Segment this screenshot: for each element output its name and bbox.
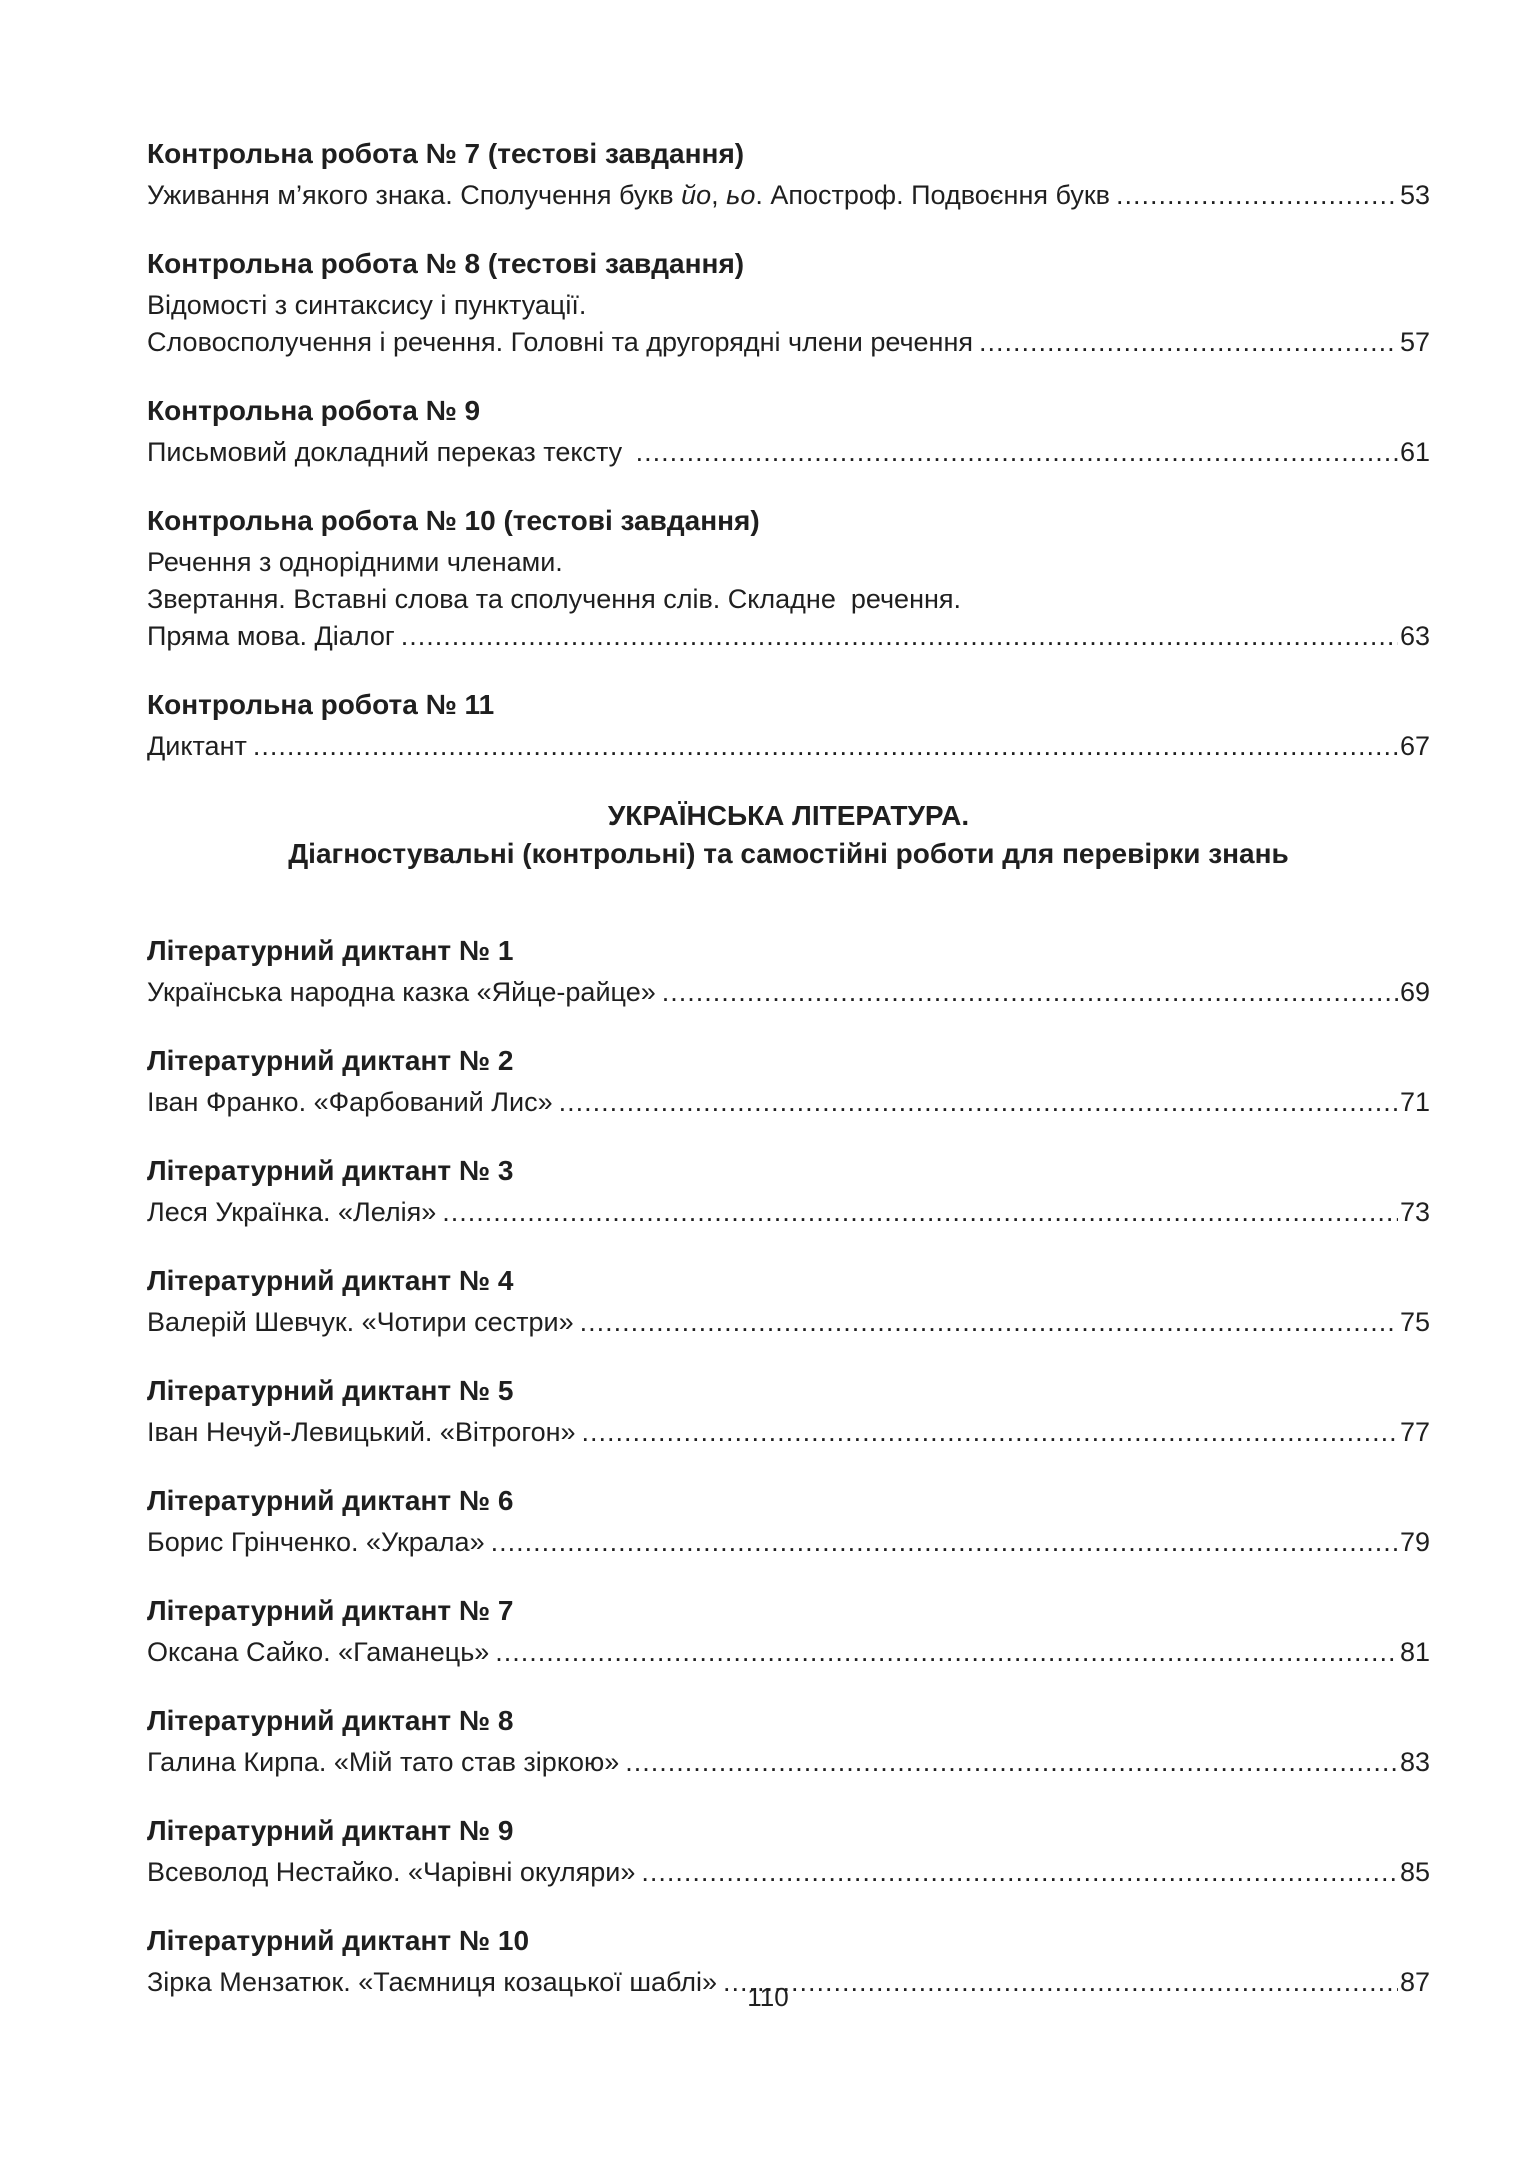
- dot-leader: [979, 324, 1398, 361]
- toc-entry-title: Літературний диктант № 10: [147, 1925, 530, 1956]
- toc-page-number: 53: [1399, 180, 1430, 210]
- table-of-contents: [147, 136, 1430, 2033]
- toc-entry-text: Словосполучення і речення. Головні та другорядні члени речення: [147, 327, 973, 357]
- toc-entry-text: Валерій Шевчук. «Чотири сестри»: [147, 1307, 574, 1337]
- toc-entry-row: [147, 1854, 1430, 1891]
- toc-page-number: 57: [1399, 327, 1430, 357]
- toc-entry-title: Літературний диктант № 4: [147, 1265, 514, 1296]
- literature-section-heading: [147, 797, 1430, 873]
- toc-entry-row: [147, 177, 1430, 214]
- dot-leader: [636, 434, 1398, 471]
- toc-entry-title: Літературний диктант № 3: [147, 1155, 514, 1186]
- toc-entry-text: Письмовий докладний переказ тексту: [147, 437, 630, 467]
- dot-leader: [491, 1524, 1398, 1561]
- literature-heading-title: УКРАЇНСЬКА ЛІТЕРАТУРА.: [607, 800, 970, 831]
- toc-entry-description: Звертання. Вставні слова та сполучення слів. Складне речення.: [147, 584, 962, 614]
- dot-leader: [641, 1854, 1398, 1891]
- dot-leader: [495, 1634, 1398, 1671]
- toc-entry-text: Іван Нечуй-Левицький. «Вітрогон»: [147, 1417, 576, 1447]
- toc-entry: [147, 1153, 1430, 1231]
- toc-entry-text: Іван Франко. «Фарбований Лис»: [147, 1087, 553, 1117]
- toc-entry-text: Галина Кирпа. «Мій тато став зіркою»: [147, 1747, 620, 1777]
- toc-entry-description: Речення з однорідними членами.: [147, 547, 563, 577]
- toc-entry-title: Контрольна робота № 9: [147, 395, 481, 426]
- toc-entry: [147, 1373, 1430, 1451]
- toc-entry: [147, 136, 1430, 214]
- toc-entry-row: [147, 1194, 1430, 1231]
- toc-entry-title: Літературний диктант № 7: [147, 1595, 514, 1626]
- dot-leader: [401, 618, 1398, 655]
- toc-entry-description: Відомості з синтаксису і пунктуації.: [147, 290, 587, 320]
- toc-entry: [147, 1593, 1430, 1671]
- toc-entry-row: [147, 324, 1430, 361]
- toc-entry: [147, 1813, 1430, 1891]
- toc-entry-title: Літературний диктант № 2: [147, 1045, 514, 1076]
- dot-leader: [442, 1194, 1398, 1231]
- toc-entry-title: Контрольна робота № 8 (тестові завдання): [147, 248, 745, 279]
- dot-leader: [662, 974, 1398, 1011]
- toc-entry: [147, 687, 1430, 765]
- toc-entry-text: Оксана Сайко. «Гаманець»: [147, 1637, 490, 1667]
- toc-entry-row: [147, 1524, 1430, 1561]
- toc-entry-row: [147, 1304, 1430, 1341]
- page-number: 110: [747, 1982, 789, 2012]
- toc-entry-title: Літературний диктант № 9: [147, 1815, 514, 1846]
- toc-page-number: 67: [1399, 731, 1430, 761]
- toc-entry-row: [147, 618, 1430, 655]
- toc-entry: [147, 1483, 1430, 1561]
- language-section: [147, 136, 1430, 765]
- dot-leader: [1116, 177, 1398, 214]
- toc-entry-title: Літературний диктант № 1: [147, 935, 514, 966]
- toc-entry: [147, 1703, 1430, 1781]
- toc-entry-row: [147, 1634, 1430, 1671]
- toc-entry: [147, 1043, 1430, 1121]
- toc-page-number: 87: [1399, 1967, 1430, 1997]
- toc-entry: [147, 393, 1430, 471]
- toc-entry-text: Диктант: [147, 731, 247, 761]
- toc-entry-title: Контрольна робота № 7 (тестові завдання): [147, 138, 745, 169]
- toc-entry-row: [147, 1084, 1430, 1121]
- toc-entry: [147, 1263, 1430, 1341]
- toc-entry-text: Леся Українка. «Лелія»: [147, 1197, 437, 1227]
- toc-entry-text: Уживання м’якого знака. Сполучення букв йо, ьо. Апостроф. Подвоєння букв: [147, 180, 1111, 210]
- toc-entry-text: Зірка Мензатюк. «Таємниця козацької шаблі»: [147, 1967, 718, 1997]
- toc-page-number: 61: [1399, 437, 1430, 467]
- toc-entry: [147, 246, 1430, 361]
- toc-entry: [147, 933, 1430, 1011]
- toc-page-number: 85: [1399, 1857, 1430, 1887]
- toc-entry-row: [147, 974, 1430, 1011]
- toc-page-number: 83: [1399, 1747, 1430, 1777]
- toc-entry-text: Пряма мова. Діалог: [147, 621, 395, 651]
- toc-page-number: 63: [1399, 621, 1430, 651]
- toc-entry-title: Контрольна робота № 10 (тестові завдання): [147, 505, 760, 536]
- toc-entry-row: [147, 1744, 1430, 1781]
- toc-entry-text: Всеволод Нестайко. «Чарівні окуляри»: [147, 1857, 636, 1887]
- toc-entry-title: Контрольна робота № 11: [147, 689, 495, 720]
- toc-entry-text: Українська народна казка «Яйце-райце»: [147, 977, 656, 1007]
- toc-entry-title: Літературний диктант № 6: [147, 1485, 514, 1516]
- dot-leader: [559, 1084, 1398, 1121]
- literature-heading-subtitle: Діагностувальні (контрольні) та самостійні роботи для перевірки знань: [288, 838, 1289, 869]
- dot-leader: [625, 1744, 1398, 1781]
- dot-leader: [582, 1414, 1398, 1451]
- dot-leader: [580, 1304, 1398, 1341]
- toc-entry-text: Борис Грінченко. «Украла»: [147, 1527, 485, 1557]
- literature-section: [147, 933, 1430, 2001]
- toc-page-number: 71: [1399, 1087, 1430, 1117]
- dot-leader: [253, 728, 1398, 765]
- toc-page-number: 73: [1399, 1197, 1430, 1227]
- toc-entry-row: [147, 1414, 1430, 1451]
- toc-page-number: 75: [1399, 1307, 1430, 1337]
- toc-page-number: 79: [1399, 1527, 1430, 1557]
- toc-page-number: 81: [1399, 1637, 1430, 1667]
- toc-entry: [147, 503, 1430, 655]
- toc-entry-title: Літературний диктант № 5: [147, 1375, 514, 1406]
- toc-page-number: 69: [1399, 977, 1430, 1007]
- toc-entry-row: [147, 434, 1430, 471]
- toc-page-number: 77: [1399, 1417, 1430, 1447]
- toc-entry-row: [147, 728, 1430, 765]
- toc-entry-title: Літературний диктант № 8: [147, 1705, 514, 1736]
